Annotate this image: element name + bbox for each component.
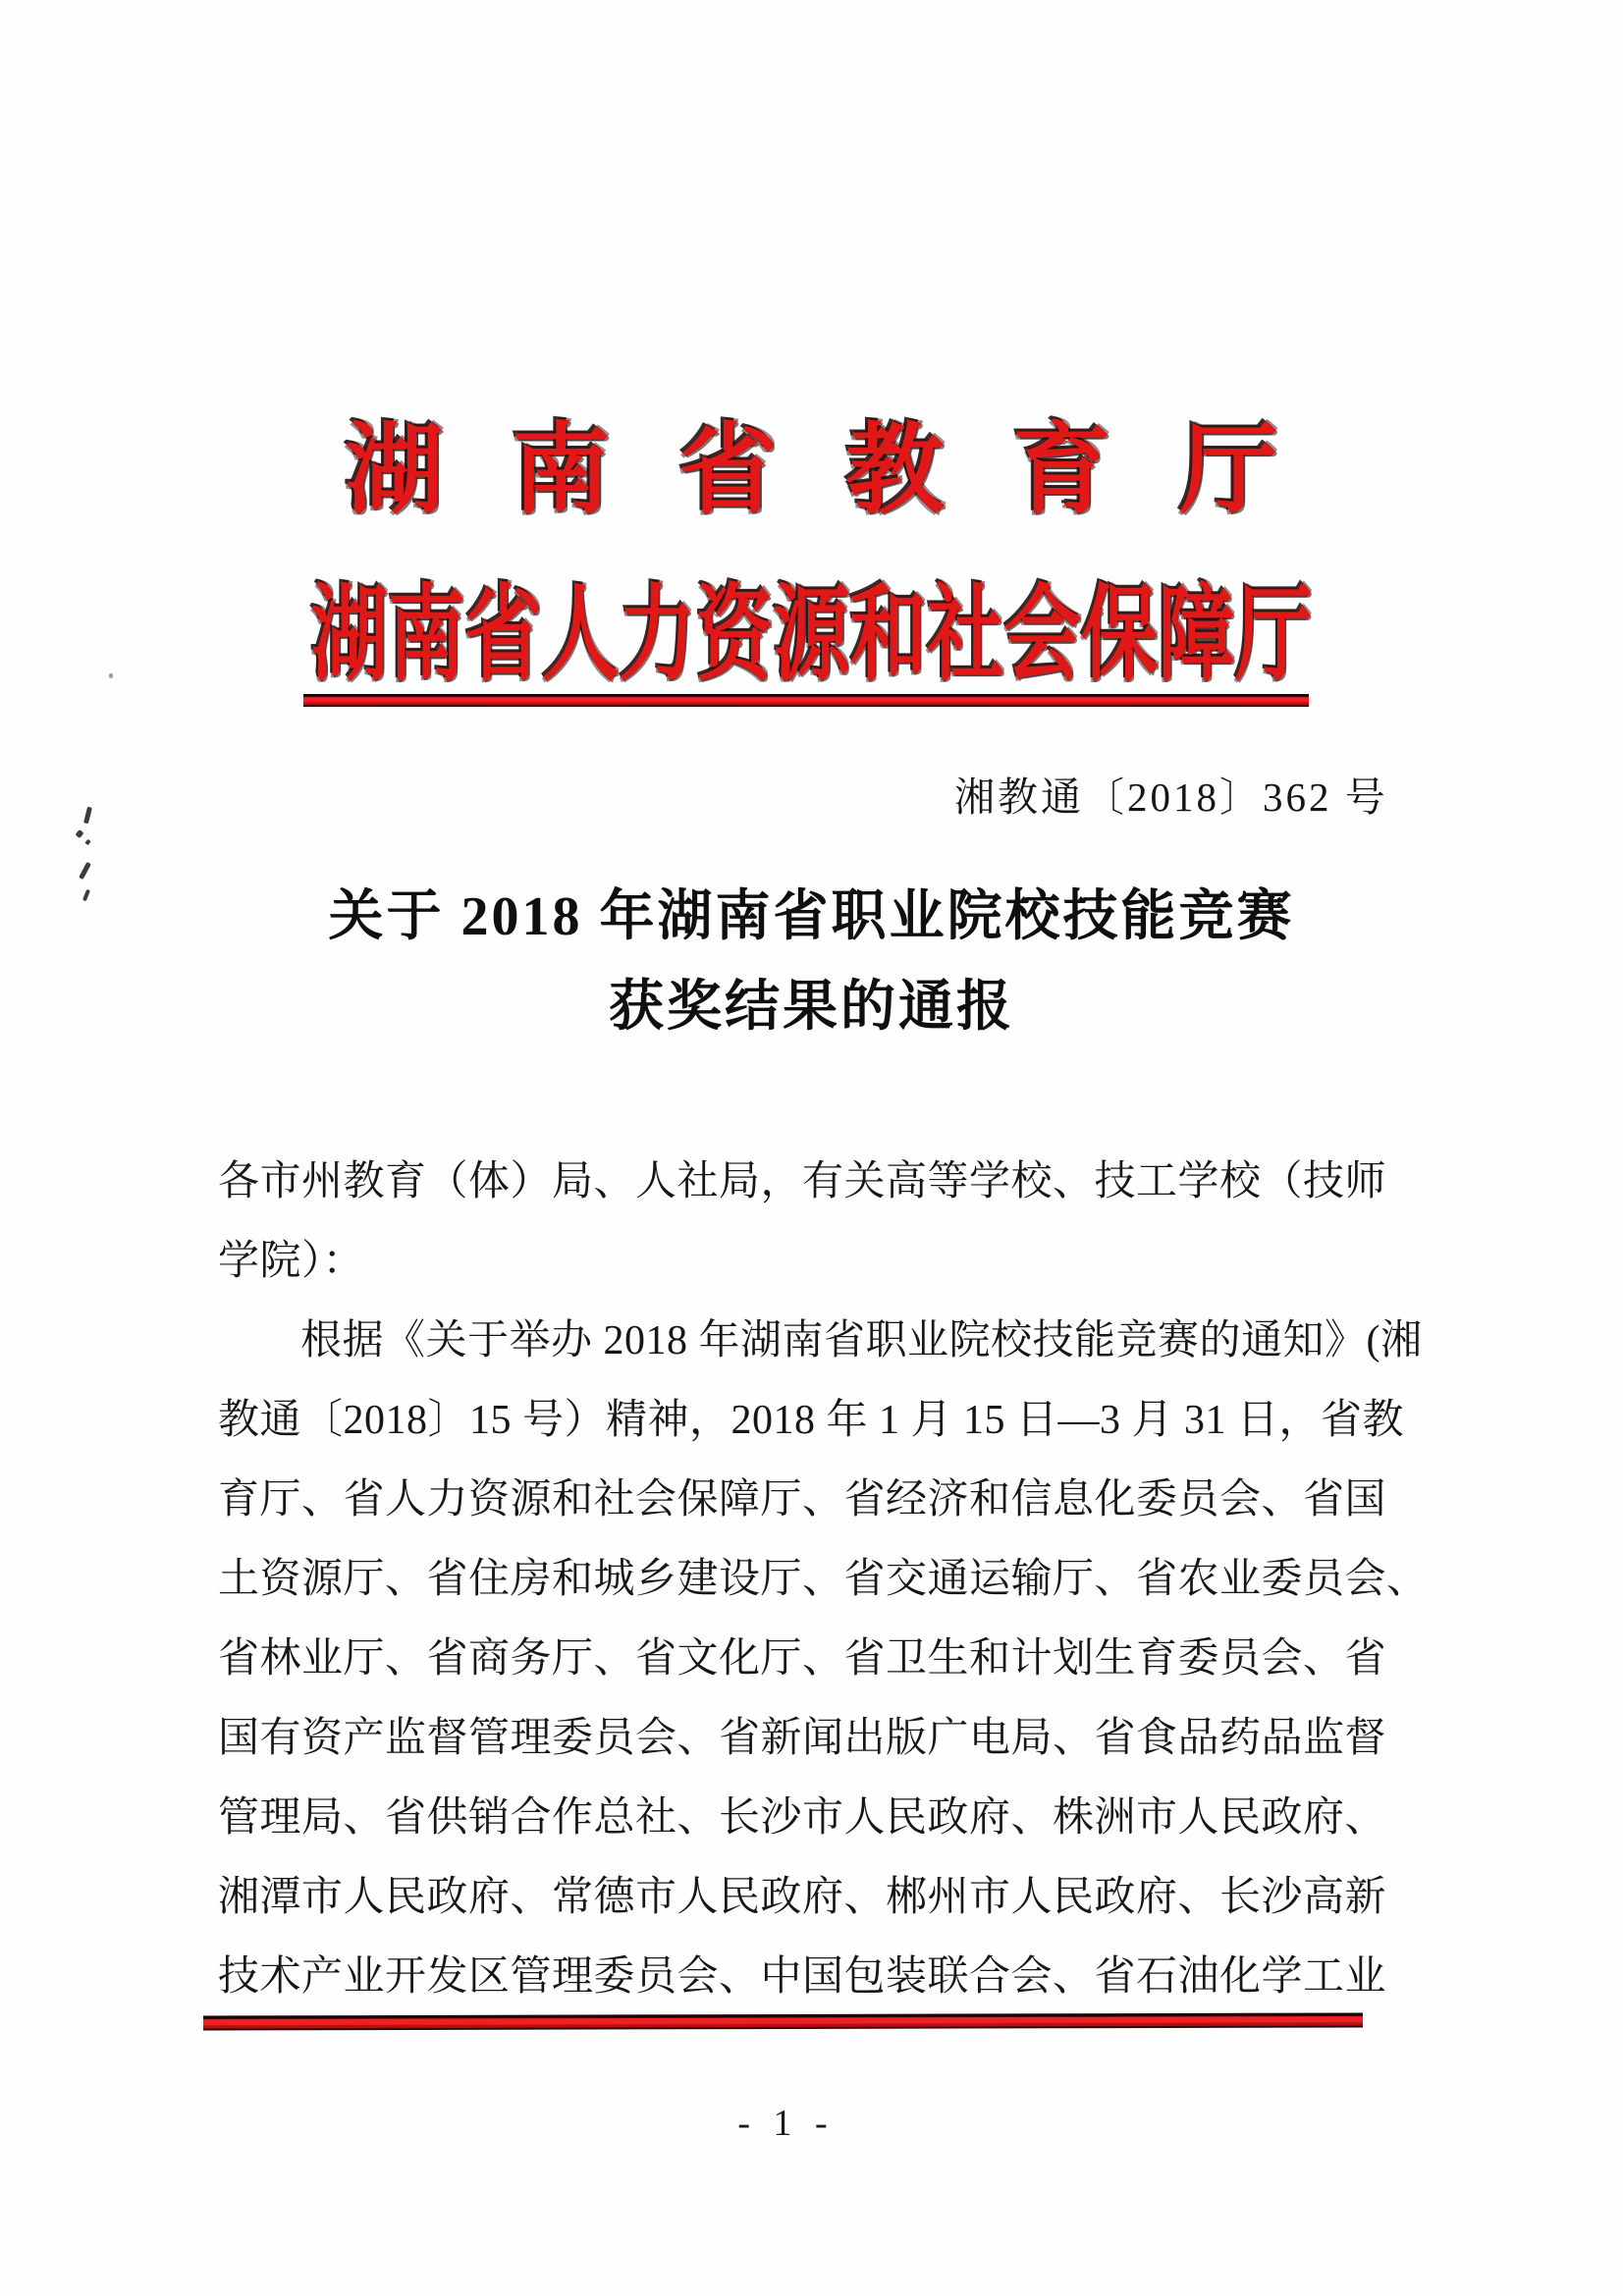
body-line: 育厅、省人力资源和社会保障厅、省经济和信息化委员会、省国: [218, 1477, 1387, 1522]
body-line: 土资源厅、省住房和城乡建设厅、省交通运输厅、省农业委员会、: [218, 1557, 1429, 1602]
body-line: 技术产业开发区管理委员会、中国包装联合会、省石油化学工业: [218, 1954, 1387, 2000]
page-number: - 1 -: [737, 2103, 835, 2144]
document-title-line1: 关于 2018 年湖南省职业院校技能竞赛: [328, 886, 1295, 947]
document-title: [0, 872, 1623, 1052]
scan-artifact-mark: [75, 829, 83, 838]
body-line: 省林业厅、省商务厅、省文化厅、省卫生和计划生育委员会、省: [218, 1636, 1387, 1682]
body-line: 教通〔2018〕15 号）精神，2018 年 1 月 15 日—3 月 31 日，省教: [218, 1398, 1405, 1443]
body-line: 学院）：: [218, 1239, 365, 1284]
document-title-line2: 获奖结果的通报: [609, 977, 1014, 1038]
scan-artifact-mark: [109, 673, 113, 678]
body-line: 各市州教育（体）局、人社局，有关高等学校、技工学校（技师: [218, 1159, 1387, 1204]
scan-artifact-mark: [83, 807, 92, 825]
header-separator-rule: [303, 694, 1309, 707]
agency-header-line2: 湖南省人力资源和社会保障厅: [310, 578, 1313, 693]
body-line: 管理局、省供销合作总社、长沙市人民政府、株洲市人民政府、: [218, 1795, 1387, 1841]
agency-header-line1: 湖南省教育厅: [345, 416, 1347, 525]
body-line: 根据《关于举办 2018 年湖南省职业院校技能竞赛的通知》(湘: [300, 1318, 1423, 1363]
body-line: 湘潭市人民政府、常德市人民政府、郴州市人民政府、长沙高新: [218, 1875, 1387, 1920]
document-number: 湘教通〔2018〕362 号: [954, 774, 1388, 820]
body-line: 国有资产监督管理委员会、省新闻出版广电局、省食品药品监督: [218, 1716, 1387, 1761]
document-body: [218, 1143, 1429, 2017]
footer-separator-rule: [203, 2012, 1363, 2030]
